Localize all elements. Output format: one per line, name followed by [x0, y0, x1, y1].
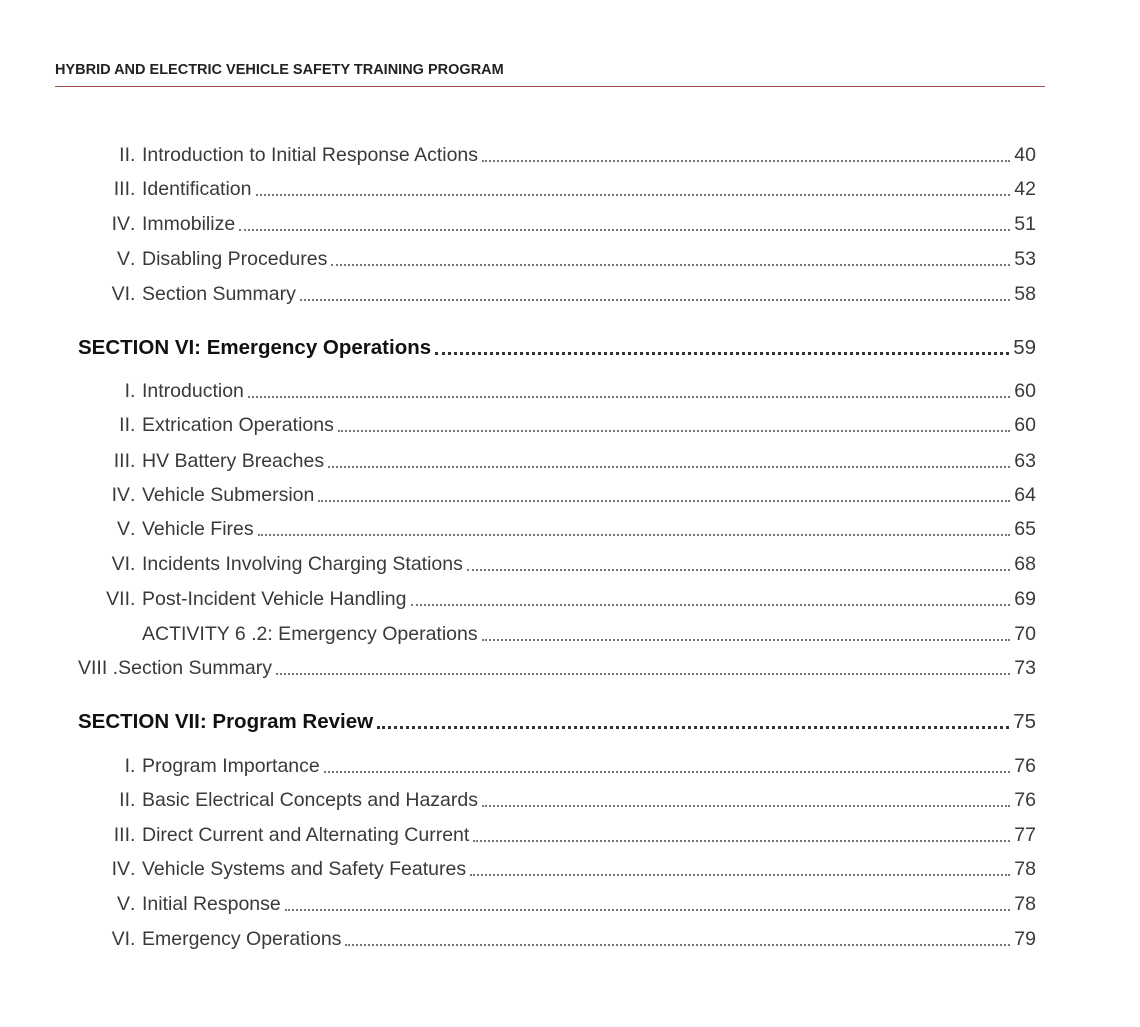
toc-entry[interactable] — [78, 891, 1036, 917]
dot-leader — [258, 533, 1011, 536]
toc-entry-page: 77 — [1014, 824, 1036, 846]
toc-entry-label: Disabling Procedures — [142, 248, 328, 270]
toc-entry-number: II — [119, 144, 130, 166]
toc-entry[interactable] — [78, 516, 1036, 542]
dot-leader — [482, 159, 1010, 162]
toc-entry[interactable] — [78, 856, 1036, 882]
toc-entry[interactable] — [78, 926, 1036, 952]
toc-entry-number: VI — [111, 928, 130, 950]
toc-entry-label: Basic Electrical Concepts and Hazards — [142, 789, 478, 811]
toc-entry-page: 65 — [1014, 518, 1036, 540]
toc-entry-label: Vehicle Systems and Safety Features — [142, 858, 467, 880]
toc-entry-label: Incidents Involving Charging Stations — [142, 553, 463, 575]
toc-entry-label: Post-Incident Vehicle Handling — [142, 588, 407, 610]
toc-entry-separator: . — [130, 450, 136, 472]
dot-leader — [473, 839, 1010, 842]
toc-entry-number: VI — [111, 283, 130, 305]
dot-leader — [482, 638, 1011, 641]
toc-entry-number: VII — [106, 588, 130, 610]
toc-entry[interactable] — [78, 551, 1036, 577]
toc-entry[interactable] — [78, 655, 1036, 681]
dot-leader — [256, 193, 1011, 196]
toc-entry-page: 60 — [1014, 380, 1036, 402]
toc-entry-separator: . — [130, 928, 136, 950]
toc-entry-label: Section Summary — [142, 283, 296, 305]
toc-entry-separator: . — [130, 248, 136, 270]
toc-entry-separator: . — [130, 893, 136, 915]
toc-entry[interactable] — [78, 412, 1036, 438]
toc-entry-label: VIII .Section Summary — [78, 657, 272, 679]
toc-entry-separator: . — [130, 824, 136, 846]
section-title: SECTION VI: Emergency Operations — [78, 336, 432, 359]
toc-entry-number: V — [116, 248, 130, 270]
toc-entry[interactable] — [78, 378, 1036, 404]
toc-entry-page: 78 — [1014, 858, 1036, 880]
toc-entry-label: Immobilize — [142, 213, 236, 235]
dot-leader — [411, 603, 1011, 606]
toc-entry-page: 70 — [1014, 623, 1036, 645]
toc-entry-page: 78 — [1014, 893, 1036, 915]
toc-entry-label: ACTIVITY 6 .2: Emergency Operations — [142, 623, 478, 645]
toc-entry-label: Introduction to Initial Response Actions — [142, 144, 479, 166]
toc-entry-number: V — [116, 518, 130, 540]
toc-entry[interactable] — [78, 142, 1036, 168]
toc-entry-page: 40 — [1014, 144, 1036, 166]
toc-entry-label: Identification — [142, 178, 252, 200]
dot-leader — [300, 298, 1010, 301]
toc-entry-number: II — [119, 789, 130, 811]
dot-leader — [285, 908, 1011, 911]
toc-entry-page: 75 — [1013, 710, 1036, 733]
toc-entry-page: 64 — [1014, 484, 1036, 506]
toc-entry-page: 42 — [1014, 178, 1036, 200]
toc-entry-number: IV — [111, 484, 130, 506]
toc-entry-separator: . — [130, 283, 136, 305]
dot-leader — [482, 804, 1010, 807]
toc-entry-label: HV Battery Breaches — [142, 450, 325, 472]
toc-entry-page: 58 — [1014, 283, 1036, 305]
toc-entry-number: I — [124, 755, 130, 777]
toc-entry[interactable] — [78, 822, 1036, 848]
dot-leader — [318, 499, 1010, 502]
toc-entry-page: 63 — [1014, 450, 1036, 472]
toc-entry-separator: . — [130, 484, 136, 506]
toc-entry-label: Extrication Operations — [142, 414, 334, 436]
document-title: HYBRID AND ELECTRIC VEHICLE SAFETY TRAINING PROGRAM — [55, 62, 504, 78]
toc-entry-label: Vehicle Fires — [142, 518, 254, 540]
toc-entry-label: Emergency Operations — [142, 928, 342, 950]
dot-leader — [470, 873, 1010, 876]
toc-entry-number: V — [116, 893, 130, 915]
toc-entry[interactable] — [78, 176, 1036, 202]
toc-entry-number: II — [119, 414, 130, 436]
toc-entry-separator: . — [130, 414, 136, 436]
dot-leader — [435, 351, 1009, 355]
toc-entry-separator: . — [130, 178, 136, 200]
toc-entry-page: 79 — [1014, 928, 1036, 950]
toc-entry-separator: . — [130, 144, 136, 166]
toc-entry-page: 76 — [1014, 755, 1036, 777]
dot-leader — [331, 263, 1010, 266]
toc-activity-entry[interactable] — [78, 621, 1036, 647]
toc-entry-number: III — [113, 824, 130, 846]
toc-entry[interactable] — [78, 753, 1036, 779]
dot-leader — [276, 672, 1010, 675]
toc-entry-separator: . — [130, 518, 136, 540]
toc-entry-number: III — [113, 178, 130, 200]
section-title: SECTION VII: Program Review — [78, 710, 374, 733]
dot-leader — [345, 943, 1010, 946]
toc-entry-page: 51 — [1014, 213, 1036, 235]
toc-entry[interactable] — [78, 448, 1036, 474]
toc-entry-label: Initial Response — [142, 893, 281, 915]
dot-leader — [239, 228, 1010, 231]
toc-section-heading[interactable] — [78, 709, 1036, 735]
toc-entry-page: 73 — [1014, 657, 1036, 679]
dot-leader — [338, 429, 1010, 432]
toc-entry[interactable] — [78, 787, 1036, 813]
dot-leader — [324, 770, 1011, 773]
toc-section-heading[interactable] — [78, 335, 1036, 361]
dot-leader — [248, 395, 1010, 398]
toc-entry[interactable] — [78, 211, 1036, 237]
toc-entry-separator: . — [130, 553, 136, 575]
toc-entry-number: IV — [111, 858, 130, 880]
toc-entry-separator: . — [130, 213, 136, 235]
toc-entry-page: 60 — [1014, 414, 1036, 436]
toc-entry-page: 69 — [1014, 588, 1036, 610]
toc-entry-separator: . — [130, 858, 136, 880]
toc-entry-separator: . — [130, 588, 136, 610]
toc-entry-page: 68 — [1014, 553, 1036, 575]
toc-entry-separator: . — [130, 755, 136, 777]
toc-entry-page: 53 — [1014, 248, 1036, 270]
toc-entry[interactable] — [78, 586, 1036, 612]
toc-entry-separator: . — [130, 380, 136, 402]
toc-entry-number: I — [124, 380, 130, 402]
toc-entry-number: IV — [111, 213, 130, 235]
toc-entry[interactable] — [78, 482, 1036, 508]
toc-entry-page: 76 — [1014, 789, 1036, 811]
toc-entry[interactable] — [78, 281, 1036, 307]
toc-entry[interactable] — [78, 246, 1036, 272]
toc-entry-label: Vehicle Submersion — [142, 484, 315, 506]
dot-leader — [467, 568, 1010, 571]
toc-entry-number: VI — [111, 553, 130, 575]
dot-leader — [377, 725, 1009, 729]
toc-entry-label: Direct Current and Alternating Current — [142, 824, 470, 846]
toc-entry-separator: . — [130, 789, 136, 811]
toc-entry-number: III — [113, 450, 130, 472]
toc-entry-label: Program Importance — [142, 755, 320, 777]
toc-entry-label: Introduction — [142, 380, 244, 402]
dot-leader — [328, 465, 1010, 468]
toc-entry-page: 59 — [1013, 336, 1036, 359]
